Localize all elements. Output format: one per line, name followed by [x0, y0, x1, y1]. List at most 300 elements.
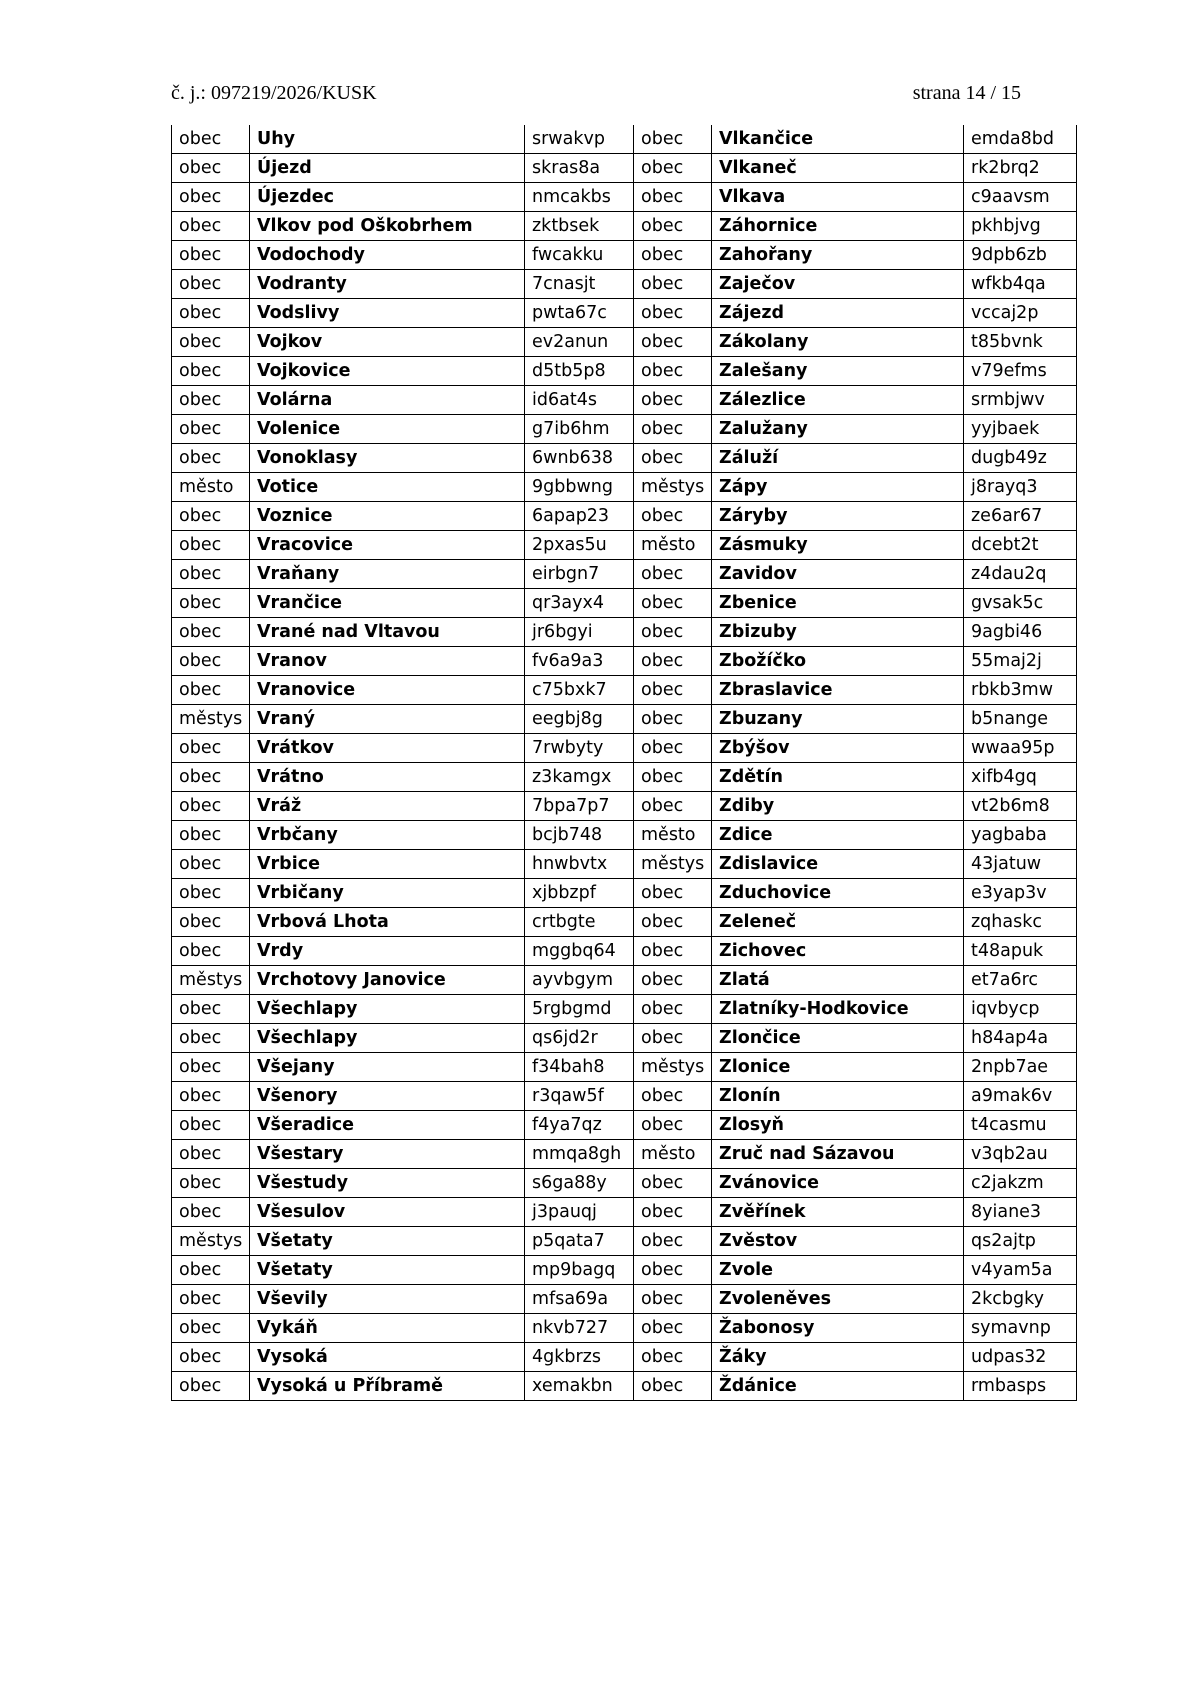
table-row [172, 937, 1077, 966]
municipality-name-cell: Vysoká [250, 1343, 525, 1372]
municipality-type-cell: obec [172, 734, 250, 763]
municipality-type-cell: obec [634, 386, 712, 415]
municipality-type-cell: obec [172, 995, 250, 1024]
municipality-name-cell: Vrátno [250, 763, 525, 792]
municipality-type-cell: obec [634, 328, 712, 357]
municipality-code-cell: zqhaskc [964, 908, 1077, 937]
municipality-name-cell: Vrančice [250, 589, 525, 618]
municipality-code-cell: f34bah8 [525, 1053, 634, 1082]
municipality-name-cell: Vrbová Lhota [250, 908, 525, 937]
municipality-name-cell: Vojkov [250, 328, 525, 357]
municipality-type-cell: městys [634, 850, 712, 879]
municipality-code-cell: yyjbaek [964, 415, 1077, 444]
municipality-name-cell: Zvěřínek [712, 1198, 964, 1227]
table-row [172, 1372, 1077, 1401]
municipality-name-cell: Zruč nad Sázavou [712, 1140, 964, 1169]
municipality-type-cell: obec [634, 937, 712, 966]
table-row [172, 879, 1077, 908]
table-row [172, 1285, 1077, 1314]
municipality-code-cell: t48apuk [964, 937, 1077, 966]
municipality-code-cell: 4gkbrzs [525, 1343, 634, 1372]
table-row [172, 908, 1077, 937]
municipality-code-cell: bcjb748 [525, 821, 634, 850]
municipality-type-cell: obec [172, 908, 250, 937]
municipality-type-cell: obec [634, 763, 712, 792]
municipality-name-cell: Zavidov [712, 560, 964, 589]
municipality-name-cell: Votice [250, 473, 525, 502]
municipality-type-cell: obec [172, 879, 250, 908]
table-row [172, 1227, 1077, 1256]
municipality-name-cell: Vševily [250, 1285, 525, 1314]
municipality-name-cell: Zlonice [712, 1053, 964, 1082]
municipality-code-cell: nmcakbs [525, 183, 634, 212]
table-row [172, 734, 1077, 763]
municipality-name-cell: Vranovice [250, 676, 525, 705]
municipality-name-cell: Zahořany [712, 241, 964, 270]
municipality-code-cell: f4ya7qz [525, 1111, 634, 1140]
municipality-type-cell: město [634, 821, 712, 850]
municipality-name-cell: Žabonosy [712, 1314, 964, 1343]
municipality-type-cell: město [634, 1140, 712, 1169]
municipality-name-cell: Zákolany [712, 328, 964, 357]
municipality-code-cell: 43jatuw [964, 850, 1077, 879]
municipality-type-cell: obec [172, 1343, 250, 1372]
municipality-code-cell: dugb49z [964, 444, 1077, 473]
municipality-name-cell: Zvěstov [712, 1227, 964, 1256]
municipality-code-cell: fwcakku [525, 241, 634, 270]
municipality-code-cell: 7bpa7p7 [525, 792, 634, 821]
municipality-code-cell: 6wnb638 [525, 444, 634, 473]
table-body [172, 125, 1077, 1401]
municipality-type-cell: obec [634, 966, 712, 995]
municipality-type-cell: městys [634, 473, 712, 502]
municipality-name-cell: Vodslivy [250, 299, 525, 328]
municipality-name-cell: Vykáň [250, 1314, 525, 1343]
municipality-code-cell: wfkb4qa [964, 270, 1077, 299]
table-row [172, 1111, 1077, 1140]
municipality-code-cell: v3qb2au [964, 1140, 1077, 1169]
municipality-type-cell: obec [172, 1053, 250, 1082]
municipality-type-cell: obec [172, 299, 250, 328]
municipality-code-cell: srwakvp [525, 125, 634, 154]
table-row [172, 1256, 1077, 1285]
document-reference-number: č. j.: 097219/2026/KUSK [171, 82, 377, 104]
municipality-name-cell: Zduchovice [712, 879, 964, 908]
municipality-type-cell: obec [634, 357, 712, 386]
table-row [172, 821, 1077, 850]
municipality-code-cell: rbkb3mw [964, 676, 1077, 705]
municipality-code-cell: mfsa69a [525, 1285, 634, 1314]
municipality-code-cell: 2kcbgky [964, 1285, 1077, 1314]
municipality-name-cell: Všesulov [250, 1198, 525, 1227]
municipality-code-cell: iqvbycp [964, 995, 1077, 1024]
municipality-code-cell: eirbgn7 [525, 560, 634, 589]
municipality-type-cell: obec [634, 908, 712, 937]
municipality-code-cell: mp9bagq [525, 1256, 634, 1285]
municipality-code-cell: wwaa95p [964, 734, 1077, 763]
municipality-name-cell: Vlkov pod Oškobrhem [250, 212, 525, 241]
municipality-code-cell: rmbasps [964, 1372, 1077, 1401]
municipality-name-cell: Zbýšov [712, 734, 964, 763]
municipality-type-cell: obec [634, 1024, 712, 1053]
municipality-code-cell: qs6jd2r [525, 1024, 634, 1053]
municipality-type-cell: obec [634, 270, 712, 299]
municipality-code-cell: jr6bgyi [525, 618, 634, 647]
municipality-code-cell: crtbgte [525, 908, 634, 937]
municipality-code-cell: zktbsek [525, 212, 634, 241]
municipality-code-cell: ayvbgym [525, 966, 634, 995]
municipality-code-cell: 9agbi46 [964, 618, 1077, 647]
municipality-code-cell: v4yam5a [964, 1256, 1077, 1285]
municipality-name-cell: Volenice [250, 415, 525, 444]
municipality-name-cell: Vrbice [250, 850, 525, 879]
municipality-type-cell: obec [172, 154, 250, 183]
municipality-name-cell: Zvánovice [712, 1169, 964, 1198]
municipality-code-cell: 9gbbwng [525, 473, 634, 502]
municipality-code-cell: 2pxas5u [525, 531, 634, 560]
municipality-name-cell: Zlonín [712, 1082, 964, 1111]
municipality-type-cell: obec [172, 444, 250, 473]
municipality-type-cell: obec [634, 705, 712, 734]
municipality-type-cell: obec [172, 357, 250, 386]
municipality-type-cell: obec [172, 1372, 250, 1401]
municipality-name-cell: Zápy [712, 473, 964, 502]
municipality-type-cell: obec [172, 1285, 250, 1314]
municipality-code-cell: et7a6rc [964, 966, 1077, 995]
municipality-type-cell: obec [172, 763, 250, 792]
municipality-type-cell: obec [634, 241, 712, 270]
municipality-name-cell: Zdětín [712, 763, 964, 792]
municipality-name-cell: Vraný [250, 705, 525, 734]
municipality-code-cell: ev2anun [525, 328, 634, 357]
municipality-type-cell: obec [172, 618, 250, 647]
municipality-type-cell: obec [172, 386, 250, 415]
municipality-code-cell: h84ap4a [964, 1024, 1077, 1053]
municipality-name-cell: Záluží [712, 444, 964, 473]
municipality-name-cell: Zlosyň [712, 1111, 964, 1140]
municipality-type-cell: obec [634, 879, 712, 908]
table-row [172, 183, 1077, 212]
table-row [172, 995, 1077, 1024]
municipality-type-cell: obec [172, 502, 250, 531]
municipality-code-cell: 7rwbyty [525, 734, 634, 763]
municipality-type-cell: obec [634, 125, 712, 154]
municipality-name-cell: Záhornice [712, 212, 964, 241]
municipality-type-cell: obec [172, 212, 250, 241]
municipality-type-cell: obec [634, 1314, 712, 1343]
municipality-type-cell: obec [634, 647, 712, 676]
municipality-type-cell: obec [634, 212, 712, 241]
municipality-type-cell: obec [172, 589, 250, 618]
municipality-name-cell: Újezdec [250, 183, 525, 212]
municipality-type-cell: obec [634, 502, 712, 531]
municipality-type-cell: obec [172, 183, 250, 212]
municipality-type-cell: obec [634, 1111, 712, 1140]
table-row [172, 502, 1077, 531]
municipality-type-cell: obec [634, 1343, 712, 1372]
municipality-name-cell: Zdislavice [712, 850, 964, 879]
municipality-code-cell: 9dpb6zb [964, 241, 1077, 270]
municipality-code-cell: xifb4gq [964, 763, 1077, 792]
municipality-code-cell: b5nange [964, 705, 1077, 734]
municipality-name-cell: Vonoklasy [250, 444, 525, 473]
municipality-type-cell: obec [634, 1198, 712, 1227]
municipality-type-cell: obec [634, 154, 712, 183]
municipality-type-cell: obec [634, 995, 712, 1024]
table-row [172, 1140, 1077, 1169]
table-row [172, 154, 1077, 183]
municipality-type-cell: obec [172, 560, 250, 589]
municipality-name-cell: Všetaty [250, 1227, 525, 1256]
municipality-type-cell: obec [634, 1227, 712, 1256]
municipality-code-cell: xemakbn [525, 1372, 634, 1401]
municipality-code-cell: gvsak5c [964, 589, 1077, 618]
table-row [172, 125, 1077, 154]
municipality-type-cell: obec [172, 850, 250, 879]
municipality-name-cell: Všechlapy [250, 1024, 525, 1053]
municipality-type-cell: obec [172, 821, 250, 850]
table-row [172, 705, 1077, 734]
municipality-code-cell: 55maj2j [964, 647, 1077, 676]
municipality-code-cell: eegbj8g [525, 705, 634, 734]
municipality-code-cell: j3pauqj [525, 1198, 634, 1227]
municipality-name-cell: Všenory [250, 1082, 525, 1111]
municipality-type-cell: město [172, 473, 250, 502]
municipality-type-cell: obec [172, 1314, 250, 1343]
municipality-type-cell: obec [634, 618, 712, 647]
municipality-code-cell: t4casmu [964, 1111, 1077, 1140]
municipality-name-cell: Zichovec [712, 937, 964, 966]
municipality-name-cell: Zdiby [712, 792, 964, 821]
municipality-type-cell: obec [172, 241, 250, 270]
municipality-name-cell: Vlkančice [712, 125, 964, 154]
municipality-type-cell: obec [634, 1169, 712, 1198]
municipality-name-cell: Vrchotovy Janovice [250, 966, 525, 995]
municipality-name-cell: Zásmuky [712, 531, 964, 560]
municipality-name-cell: Ždánice [712, 1372, 964, 1401]
municipality-code-cell: 5rgbgmd [525, 995, 634, 1024]
table-row [172, 676, 1077, 705]
municipality-name-cell: Zaječov [712, 270, 964, 299]
municipality-type-cell: obec [172, 125, 250, 154]
municipality-name-cell: Vraňany [250, 560, 525, 589]
municipality-code-cell: srmbjwv [964, 386, 1077, 415]
table-row [172, 1198, 1077, 1227]
municipality-type-cell: obec [172, 328, 250, 357]
table-row [172, 1343, 1077, 1372]
municipality-name-cell: Všeradice [250, 1111, 525, 1140]
municipality-code-cell: vt2b6m8 [964, 792, 1077, 821]
municipality-type-cell: obec [634, 1256, 712, 1285]
municipality-type-cell: obec [172, 1082, 250, 1111]
municipality-name-cell: Zbuzany [712, 705, 964, 734]
municipality-name-cell: Všestary [250, 1140, 525, 1169]
municipality-code-cell: rk2brq2 [964, 154, 1077, 183]
municipality-code-cell: v79efms [964, 357, 1077, 386]
municipality-type-cell: obec [172, 1140, 250, 1169]
table-row [172, 560, 1077, 589]
municipality-code-cell: s6ga88y [525, 1169, 634, 1198]
municipality-type-cell: obec [172, 1256, 250, 1285]
municipality-type-cell: městys [634, 1053, 712, 1082]
municipality-code-cell: z4dau2q [964, 560, 1077, 589]
table-row [172, 270, 1077, 299]
municipality-code-cell: z3kamgx [525, 763, 634, 792]
municipality-name-cell: Všestudy [250, 1169, 525, 1198]
municipality-code-cell: ze6ar67 [964, 502, 1077, 531]
municipality-code-cell: nkvb727 [525, 1314, 634, 1343]
municipality-code-cell: a9mak6v [964, 1082, 1077, 1111]
municipality-name-cell: Zbraslavice [712, 676, 964, 705]
municipality-name-cell: Újezd [250, 154, 525, 183]
table-row [172, 386, 1077, 415]
table-row [172, 1024, 1077, 1053]
municipality-name-cell: Zvole [712, 1256, 964, 1285]
municipality-name-cell: Volárna [250, 386, 525, 415]
municipality-type-cell: obec [172, 531, 250, 560]
municipality-name-cell: Všejany [250, 1053, 525, 1082]
municipality-type-cell: obec [634, 299, 712, 328]
municipality-code-cell: e3yap3v [964, 879, 1077, 908]
municipality-type-cell: obec [634, 183, 712, 212]
table-row [172, 1314, 1077, 1343]
table-row [172, 763, 1077, 792]
municipality-code-cell: t85bvnk [964, 328, 1077, 357]
municipality-name-cell: Zájezd [712, 299, 964, 328]
municipality-name-cell: Vrané nad Vltavou [250, 618, 525, 647]
table-row [172, 1169, 1077, 1198]
municipality-code-cell: xjbbzpf [525, 879, 634, 908]
table-row [172, 444, 1077, 473]
municipality-type-cell: obec [634, 792, 712, 821]
municipality-name-cell: Žáky [712, 1343, 964, 1372]
table-row [172, 241, 1077, 270]
municipality-code-cell: pwta67c [525, 299, 634, 328]
municipality-name-cell: Vrdy [250, 937, 525, 966]
municipality-type-cell: obec [172, 270, 250, 299]
municipality-type-cell: obec [634, 589, 712, 618]
municipality-type-cell: obec [172, 1024, 250, 1053]
table-row [172, 850, 1077, 879]
municipality-code-cell: udpas32 [964, 1343, 1077, 1372]
municipality-type-cell: obec [172, 1169, 250, 1198]
municipality-name-cell: Zbenice [712, 589, 964, 618]
municipality-code-cell: symavnp [964, 1314, 1077, 1343]
municipality-name-cell: Všetaty [250, 1256, 525, 1285]
municipality-code-cell: 2npb7ae [964, 1053, 1077, 1082]
table-row [172, 357, 1077, 386]
municipality-code-cell: skras8a [525, 154, 634, 183]
municipality-name-cell: Zbožíčko [712, 647, 964, 676]
municipality-name-cell: Vrbičany [250, 879, 525, 908]
table-row [172, 531, 1077, 560]
table-row [172, 792, 1077, 821]
municipality-name-cell: Zlončice [712, 1024, 964, 1053]
municipality-code-cell: j8rayq3 [964, 473, 1077, 502]
page-number: strana 14 / 15 [912, 82, 1021, 104]
table-row [172, 618, 1077, 647]
municipality-code-cell: dcebt2t [964, 531, 1077, 560]
municipality-name-cell: Vojkovice [250, 357, 525, 386]
municipality-type-cell: obec [634, 415, 712, 444]
municipality-name-cell: Zlatníky-Hodkovice [712, 995, 964, 1024]
table-row [172, 1082, 1077, 1111]
municipality-name-cell: Zlatá [712, 966, 964, 995]
municipality-type-cell: obec [634, 560, 712, 589]
municipality-code-cell: vccaj2p [964, 299, 1077, 328]
municipality-type-cell: obec [634, 1372, 712, 1401]
table-row [172, 415, 1077, 444]
municipality-type-cell: městys [172, 705, 250, 734]
municipality-code-cell: mggbq64 [525, 937, 634, 966]
municipality-code-cell: d5tb5p8 [525, 357, 634, 386]
municipality-code-cell: fv6a9a3 [525, 647, 634, 676]
municipality-type-cell: obec [172, 647, 250, 676]
table-row [172, 473, 1077, 502]
municipality-code-cell: p5qata7 [525, 1227, 634, 1256]
municipality-type-cell: obec [172, 415, 250, 444]
municipality-type-cell: obec [172, 1198, 250, 1227]
table-row [172, 647, 1077, 676]
municipality-type-cell: obec [172, 792, 250, 821]
municipality-name-cell: Vracovice [250, 531, 525, 560]
municipality-name-cell: Vráž [250, 792, 525, 821]
municipality-type-cell: městys [172, 966, 250, 995]
municipality-name-cell: Vlkaneč [712, 154, 964, 183]
table-row [172, 328, 1077, 357]
municipality-name-cell: Zálezlice [712, 386, 964, 415]
municipality-code-cell: c75bxk7 [525, 676, 634, 705]
municipality-name-cell: Záryby [712, 502, 964, 531]
municipality-code-cell: hnwbvtx [525, 850, 634, 879]
municipality-name-cell: Vrbčany [250, 821, 525, 850]
table-row [172, 299, 1077, 328]
municipality-type-cell: obec [634, 444, 712, 473]
municipality-code-cell: c2jakzm [964, 1169, 1077, 1198]
municipality-type-cell: obec [634, 676, 712, 705]
municipality-name-cell: Zeleneč [712, 908, 964, 937]
municipality-type-cell: obec [172, 676, 250, 705]
table-row [172, 589, 1077, 618]
municipality-name-cell: Zalužany [712, 415, 964, 444]
municipality-code-cell: id6at4s [525, 386, 634, 415]
municipality-name-cell: Zalešany [712, 357, 964, 386]
table-row [172, 966, 1077, 995]
municipality-type-cell: obec [634, 734, 712, 763]
municipality-name-cell: Zbizuby [712, 618, 964, 647]
municipality-name-cell: Vlkava [712, 183, 964, 212]
municipality-code-cell: qr3ayx4 [525, 589, 634, 618]
municipality-name-cell: Vranov [250, 647, 525, 676]
municipality-code-cell: mmqa8gh [525, 1140, 634, 1169]
municipality-code-cell: c9aavsm [964, 183, 1077, 212]
municipality-name-cell: Vodranty [250, 270, 525, 299]
municipality-type-cell: město [634, 531, 712, 560]
municipality-code-cell: r3qaw5f [525, 1082, 634, 1111]
municipality-type-cell: městys [172, 1227, 250, 1256]
municipality-name-cell: Uhy [250, 125, 525, 154]
municipality-type-cell: obec [634, 1082, 712, 1111]
municipality-code-cell: qs2ajtp [964, 1227, 1077, 1256]
municipality-name-cell: Voznice [250, 502, 525, 531]
municipality-code-cell: g7ib6hm [525, 415, 634, 444]
municipality-code-cell: 8yiane3 [964, 1198, 1077, 1227]
municipality-type-cell: obec [172, 937, 250, 966]
municipality-code-cell: emda8bd [964, 125, 1077, 154]
table-row [172, 1053, 1077, 1082]
municipality-code-cell: pkhbjvg [964, 212, 1077, 241]
municipality-name-cell: Vysoká u Příbramě [250, 1372, 525, 1401]
